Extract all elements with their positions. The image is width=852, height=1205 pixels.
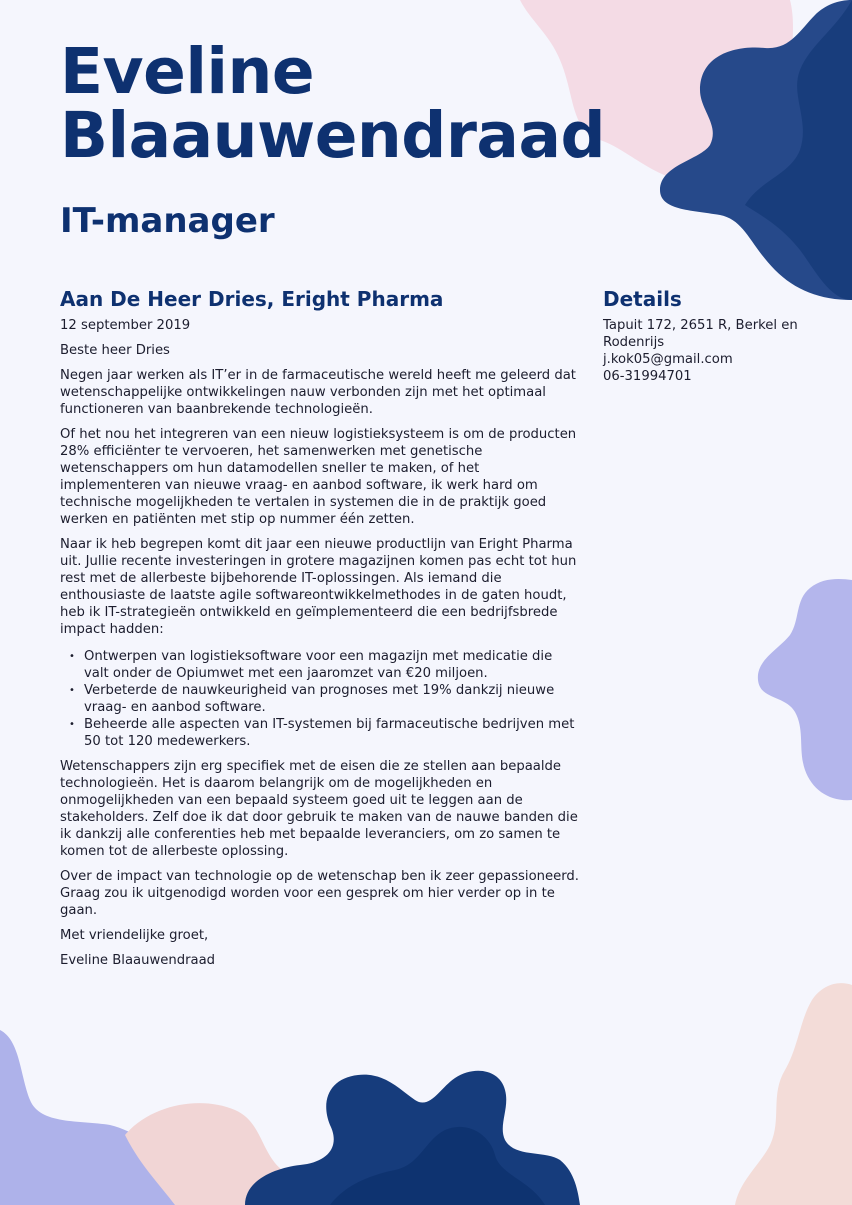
achievements-list xyxy=(60,648,580,750)
sign-off: Met vriendelijke groet, xyxy=(60,928,209,943)
paragraph-stakeholders: Wetenschappers zijn erg specifiek met de eisen die ze stellen aan bepaalde technologieën. Het is daarom belangrijk om de mogelijkheden en onmogelijkheden van een bepaald systeem goed uit te leggen aan de stakeholders. Zelf doe ik dat door gebruik te maken van de nauwe banden die ik dankzij alle conferenties heb met bepaalde leveranciers, om zo samen te komen tot de allerbeste oplossing. xyxy=(60,759,578,859)
letter-body xyxy=(60,285,580,977)
applicant-name xyxy=(60,35,660,172)
list-item: • Verbeterde de nauwkeurigheid van prognoses met 19% dankzij nieuwe vraag- en aanbod software. xyxy=(84,682,580,716)
salutation: Beste heer Dries xyxy=(60,343,170,358)
paragraph-motivation: Naar ik heb begrepen komt dit jaar een nieuwe productlijn van Eright Pharma uit. Jullie recente investeringen in grotere magazijnen komen pas echt tot hun rest met de allerbeste bijbehorende IT-oplossingen. Als iemand die enthousiaste de laatste agile softwareontwikkelmethodes in de gaten houdt, heb ik IT-strategieën ontwikkeld en geïmplementeerd die een bedrijfsbrede impact hadden: xyxy=(60,537,577,637)
paragraph-intro: Negen jaar werken als IT’er in de farmaceutische wereld heeft me geleerd dat wetenschappelijke ontwikkelingen nauw verbonden zijn met het optimaal functioneren van baanbrekende technologieën. xyxy=(60,368,576,417)
name-line-2: Blaauwendraad xyxy=(60,99,606,172)
list-item: • Ontwerpen van logistieksoftware voor een magazijn met medicatie die valt onder de Opiumwet met een jaaromzet van €20 miljoen. xyxy=(84,648,580,682)
paragraph-closing: Over de impact van technologie op de wetenschap ben ik zeer gepassioneerd. Graag zou ik uitgenodigd worden voor een gesprek om hier verder op in te gaan. xyxy=(60,869,579,918)
name-line-1: Eveline xyxy=(60,35,315,108)
paragraph-experience: Of het nou het integreren van een nieuw logistieksysteem is om de producten 28% efficiënter te vervoeren, het samenwerken met genetische wetenschappers om hun datamodellen sneller te maken, of het implementeren van nieuwe vraag- en aanbod software, ik werk hard om technische mogelijkheden te vertalen in systemen die in de praktijk goed werken en patiënten met stip op nummer één zetten. xyxy=(60,427,577,527)
address: Tapuit 172, 2651 R, Berkel en Rodenrijs xyxy=(603,318,798,350)
email-address[interactable]: j.kok05@gmail.com xyxy=(603,352,733,367)
job-title: IT-manager xyxy=(60,201,275,241)
details-heading: Details xyxy=(603,287,682,311)
signature: Eveline Blaauwendraad xyxy=(60,953,216,968)
recipient-heading: Aan De Heer Dries, Eright Pharma xyxy=(60,287,444,311)
phone-number[interactable]: 06-31994701 xyxy=(603,369,692,384)
list-item: • Beheerde alle aspecten van IT-systemen bij farmaceutische bedrijven met 50 tot 120 medewerkers. xyxy=(84,716,580,750)
contact-details xyxy=(603,285,803,385)
letter-date: 12 september 2019 xyxy=(60,318,191,333)
